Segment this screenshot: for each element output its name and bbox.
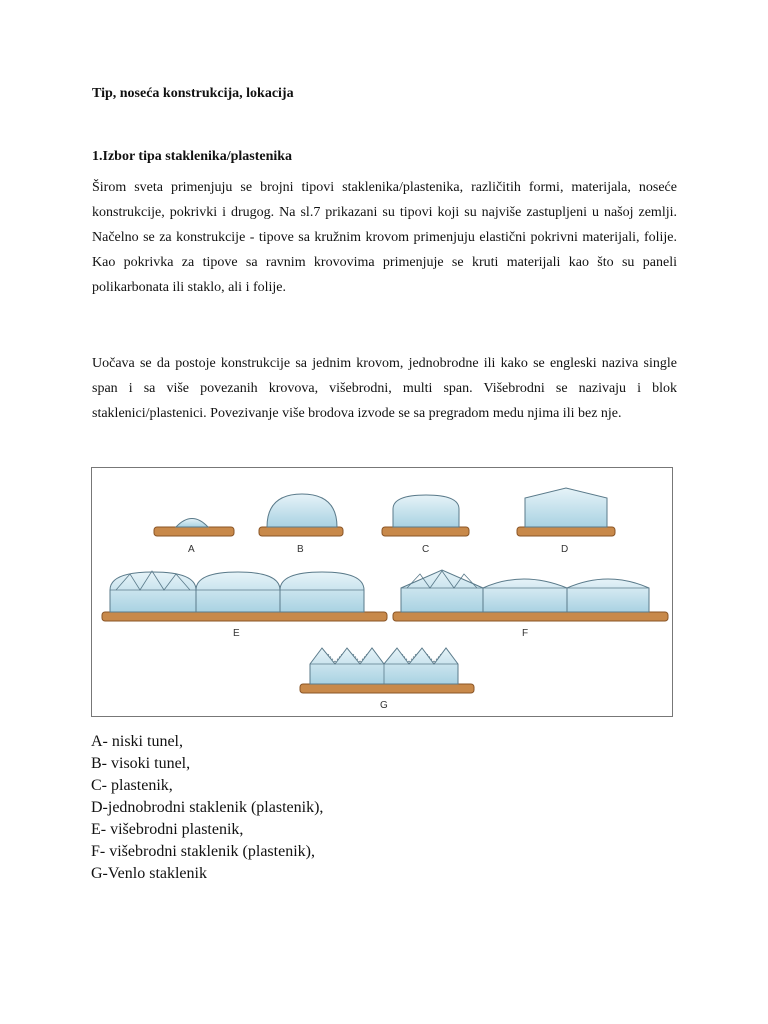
greenhouse-e-multi-span-plastenik [102,571,387,639]
legend-item-g: G-Venlo staklenik [91,865,207,882]
label-d: D [561,544,569,555]
greenhouse-c-plastenik [382,495,469,555]
label-c: C [422,544,430,555]
legend-item-a: A- niski tunel, [91,733,183,750]
legend-item-e: E- višebrodni plastenik, [91,821,244,838]
greenhouse-types-figure [91,467,673,717]
legend-item-c: C- plastenik, [91,777,173,794]
legend-item-b: B- visoki tunel, [91,755,191,772]
legend-item-f: F- višebrodni staklenik (plastenik), [91,843,315,860]
greenhouse-f-multi-span-staklenik [393,570,668,639]
document-title: Tip, noseća konstrukcija, lokacija [92,86,294,101]
greenhouse-a-low-tunnel [154,519,234,556]
label-f: F [522,628,529,639]
greenhouse-d-single-span [517,488,615,555]
label-e: E [233,628,240,639]
greenhouse-b-high-tunnel [259,494,343,555]
label-g: G [380,700,388,711]
label-b: B [297,544,304,555]
paragraph-2: Uočava se da postoje konstrukcije sa jednim krovom, jednobrodne ili kako se engleski naziva single span i sa više povezanih krovova, višebrodni, multi span. Višebrodni se nazivaju i blok staklenici/plastenici. Povezivanje više brodova izvode se sa pregradom medu njima ili bez nje. [92,356,677,421]
figure-legend [91,731,491,885]
legend-item-d: D-jednobrodni staklenik (plastenik), [91,799,324,816]
paragraph-1: Širom sveta primenjuju se brojni tipovi staklenika/plastenika, različitih formi, materijala, noseće konstrukcije, pokrivki i drugog. Na sl.7 prikazani su tipovi koji su najviše zastupljeni u našoj zemlji. Načelno se za konstrukcije - tipove sa kružnim krovom primenjuju elastični pokrivni materijali, folije. Kao pokrivka za tipove sa ravnim krovovima primenjuje se kruti materijali kao što su paneli polikarbonata ili staklo, ali i folije. [92,180,677,295]
greenhouse-g-venlo [300,648,474,711]
section-heading: 1.Izbor tipa staklenika/plastenika [92,149,293,164]
label-a: A [188,544,195,555]
